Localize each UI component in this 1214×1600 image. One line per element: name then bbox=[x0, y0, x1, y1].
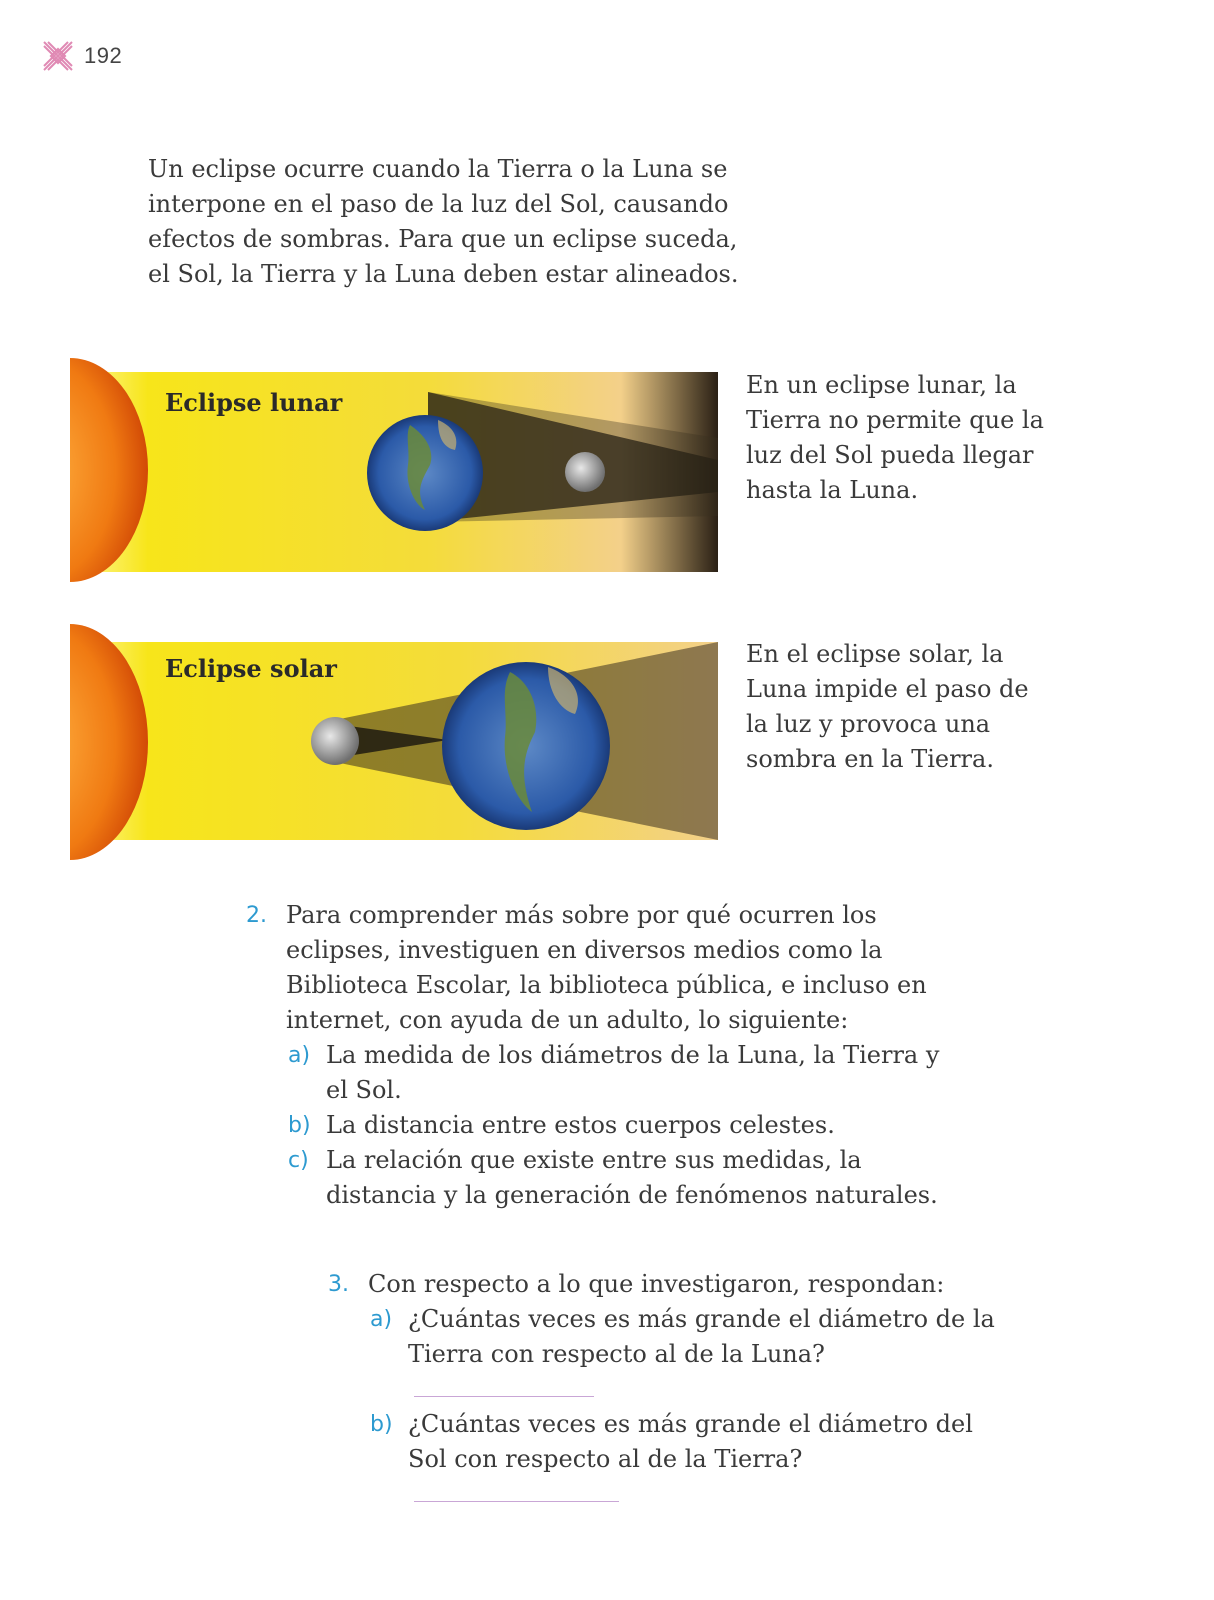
question-number: 2. bbox=[246, 903, 267, 928]
item-text: ¿Cuántas veces es más grande el diámetro del Sol con respecto al de la Tierra? bbox=[408, 1410, 973, 1473]
list-item bbox=[370, 1302, 1028, 1407]
item-letter: a) bbox=[288, 1043, 311, 1068]
lunar-eclipse-figure bbox=[70, 340, 730, 590]
question-text: Para comprender más sobre por qué ocurren los eclipses, investiguen en diversos medios como la Biblioteca Escolar, la biblioteca pública, e incluso en internet, con ayuda de un adulto, lo siguiente: bbox=[286, 901, 927, 1034]
answer-blank[interactable] bbox=[414, 1500, 619, 1502]
item-letter: a) bbox=[370, 1307, 393, 1332]
solar-eclipse-illustration bbox=[70, 612, 730, 874]
solar-eclipse-figure bbox=[70, 612, 730, 874]
page-header bbox=[40, 38, 122, 74]
item-text: ¿Cuántas veces es más grande el diámetro de la Tierra con respecto al de la Luna? bbox=[408, 1305, 995, 1368]
item-text: La relación que existe entre sus medidas, la distancia y la generación de fenómenos naturales. bbox=[326, 1146, 938, 1209]
solar-eclipse-caption: En el eclipse solar, la Luna impide el paso de la luz y provoca una sombra en la Tierra. bbox=[746, 640, 1029, 773]
question-text: Con respecto a lo que investigaron, respondan: bbox=[368, 1270, 945, 1298]
list-item bbox=[288, 1108, 946, 1143]
intro-paragraph: Un eclipse ocurre cuando la Tierra o la Luna se interpone en el paso de la luz del Sol, causando efectos de sombras. Para que un eclipse suceda, el Sol, la Tierra y la Luna deben estar alineados. bbox=[148, 155, 739, 288]
item-letter: c) bbox=[288, 1148, 309, 1173]
question-number: 3. bbox=[328, 1272, 349, 1297]
list-item bbox=[288, 1143, 946, 1213]
item-text: La medida de los diámetros de la Luna, la Tierra y el Sol. bbox=[326, 1041, 940, 1104]
item-letter: b) bbox=[288, 1113, 311, 1138]
lunar-eclipse-title: Eclipse lunar bbox=[165, 388, 343, 417]
list-item bbox=[288, 1038, 946, 1108]
answer-blank[interactable] bbox=[414, 1395, 594, 1397]
question-2 bbox=[246, 898, 946, 1213]
list-item bbox=[370, 1407, 1028, 1512]
solar-eclipse-title: Eclipse solar bbox=[165, 654, 337, 683]
page-number: 192 bbox=[84, 43, 123, 68]
item-text: La distancia entre estos cuerpos celestes. bbox=[326, 1111, 835, 1139]
item-letter: b) bbox=[370, 1412, 393, 1437]
lunar-eclipse-caption: En un eclipse lunar, la Tierra no permite que la luz del Sol pueda llegar hasta la Luna. bbox=[746, 371, 1044, 504]
pink-knot-ornament-icon bbox=[40, 38, 76, 74]
question-3 bbox=[328, 1267, 1028, 1512]
lunar-eclipse-illustration bbox=[70, 340, 730, 590]
